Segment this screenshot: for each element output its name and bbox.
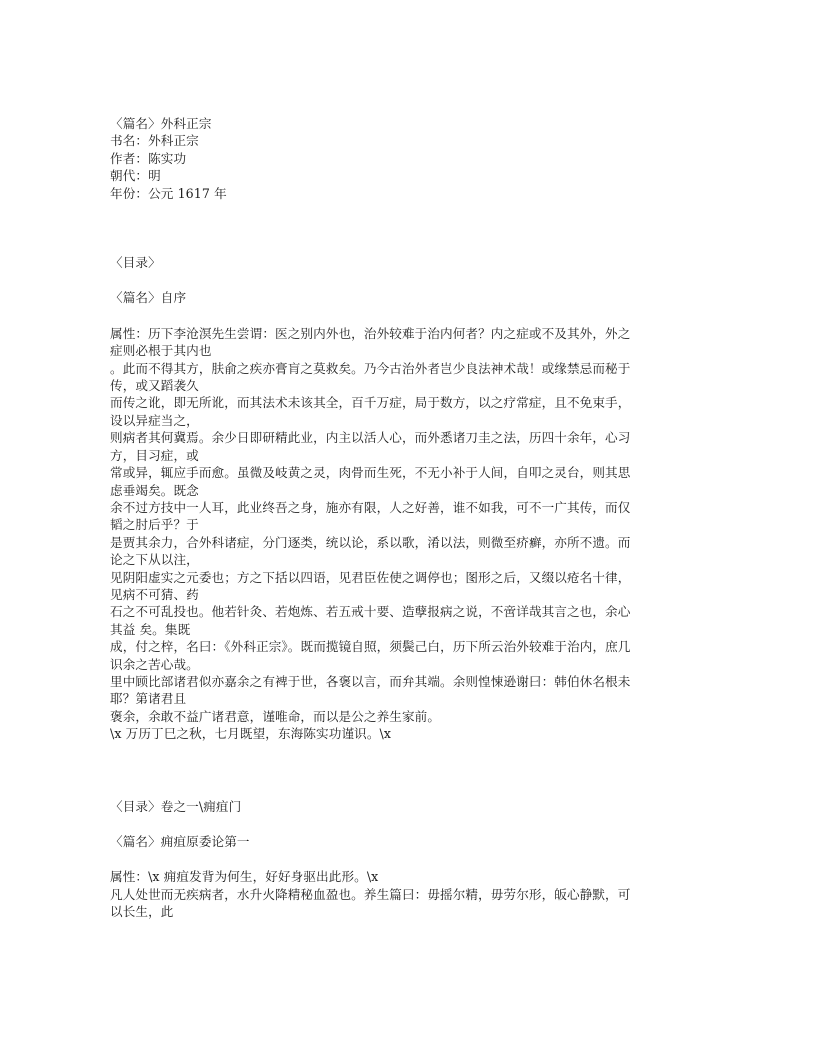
preface-line: 则病者其何冀焉。余少日即研精此业，内主以活人心，而外悉诸刀圭之法，历四十余年，心习	[110, 430, 631, 446]
preface-line: 传，或又蹈袭久	[110, 378, 199, 394]
volume-line: 以长生，此	[110, 904, 174, 920]
volume-article-heading: 〈篇名〉痈疽原委论第一	[110, 834, 250, 849]
spacer-after-preface-heading	[110, 307, 716, 325]
preface-line: 余不过方技中一人耳，此业终吾之身，施亦有限，人之好善，谁不如我，可不一广其传，而仅	[110, 499, 631, 515]
preface-line: 症则必根于其内也	[110, 343, 212, 359]
preface-line: 属性：历下李沧溟先生尝谓：医之别内外也，治外较难于治内何者？内之症或不及其外，外之	[110, 325, 631, 341]
volume-line: 属性：\x 痈疽发背为何生，好好身驱出此形。\x	[110, 869, 379, 885]
preface-line: 方，目习症，或	[110, 447, 199, 463]
preface-line: 褒余，余敢不益广诸君意，谨唯命，而以是公之养生家前。	[110, 708, 441, 724]
year-line: 年份：公元 1617 年	[110, 185, 227, 201]
preface-line: 常或异，辄应手而愈。虽微及岐黄之灵，肉骨而生死，不无小补于人间，自叩之灵台，则其思	[110, 465, 631, 481]
preface-line: 韬之肘后乎？于	[110, 517, 199, 533]
spacer-after-toc-heading	[110, 271, 716, 289]
preface-line: 虑垂竭矣。既念	[110, 482, 199, 498]
preface-line: 而传之讹，即无所讹，而其法术未该其全，百千万症，局于数方，以之疗常症，且不免束手，	[110, 395, 631, 411]
preface-body	[110, 325, 716, 743]
preface-line: 论之下从以注，	[110, 552, 199, 568]
preface-line: 耶？第诸君且	[110, 691, 187, 707]
preface-line: 成，付之梓，名曰：《外科正宗》。既而揽镜自照，须鬓己白，历下所云治外较难于治内，庶几	[110, 639, 631, 655]
article-tag-title: 〈篇名〉外科正宗	[110, 116, 212, 131]
book-name-line: 书名：外科正宗	[110, 133, 199, 149]
volume-toc-heading: 〈目录〉卷之一\痈疽门	[110, 798, 242, 814]
preface-line: 。此而不得其方，肤俞之疾亦膏肓之莫救矣。乃今古治外者岂少良法神术哉！或缘禁忌而秘于	[110, 360, 631, 376]
preface-line: 设以异症当之，	[110, 412, 199, 428]
preface-line: 是贾其余力，合外科诸症，分门逐类，统以论，系以歌，淆以法，则微至疥癣，亦所不遗。而	[110, 534, 631, 550]
preface-line: 里中顾比部诸君似亦嘉余之有裨于世，各褒以言，而弁其端。余则惶悚逊谢曰：韩伯休名根未	[110, 673, 631, 689]
preface-line: \x 万历丁巳之秋，七月既望，东海陈实功谨识。\x	[110, 726, 392, 742]
spacer-after-metadata	[110, 202, 716, 254]
volume-line: 凡人处世而无疾病者，水升火降精秘血盈也。养生篇曰：毋摇尔精，毋劳尔形，皈心静默，可	[110, 886, 631, 902]
toc-heading: 〈目录〉	[110, 255, 161, 271]
author-line: 作者：陈实功	[110, 150, 187, 166]
preface-line: 见阴阳虚实之元委也；方之下括以四语，见君臣佐使之调停也；图形之后，又缀以疮名十律，	[110, 569, 631, 585]
preface-line: 其益 矣。集既	[110, 621, 191, 637]
preface-line: 识余之苦心哉。	[110, 656, 199, 672]
preface-heading: 〈篇名〉自序	[110, 290, 187, 306]
document-metadata	[110, 115, 716, 202]
preface-line: 见病不可猜、药	[110, 586, 199, 602]
spacer-after-preface	[110, 743, 716, 798]
preface-line: 石之不可乱投也。他若针灸、若炮炼、若五戒十要、造孽报病之说，不啻详哉其言之也，余心	[110, 604, 631, 620]
spacer-after-volume-toc	[110, 815, 716, 833]
spacer-after-volume-article-heading	[110, 850, 716, 868]
dynasty-line: 朝代：明	[110, 168, 161, 184]
volume-body	[110, 868, 716, 920]
